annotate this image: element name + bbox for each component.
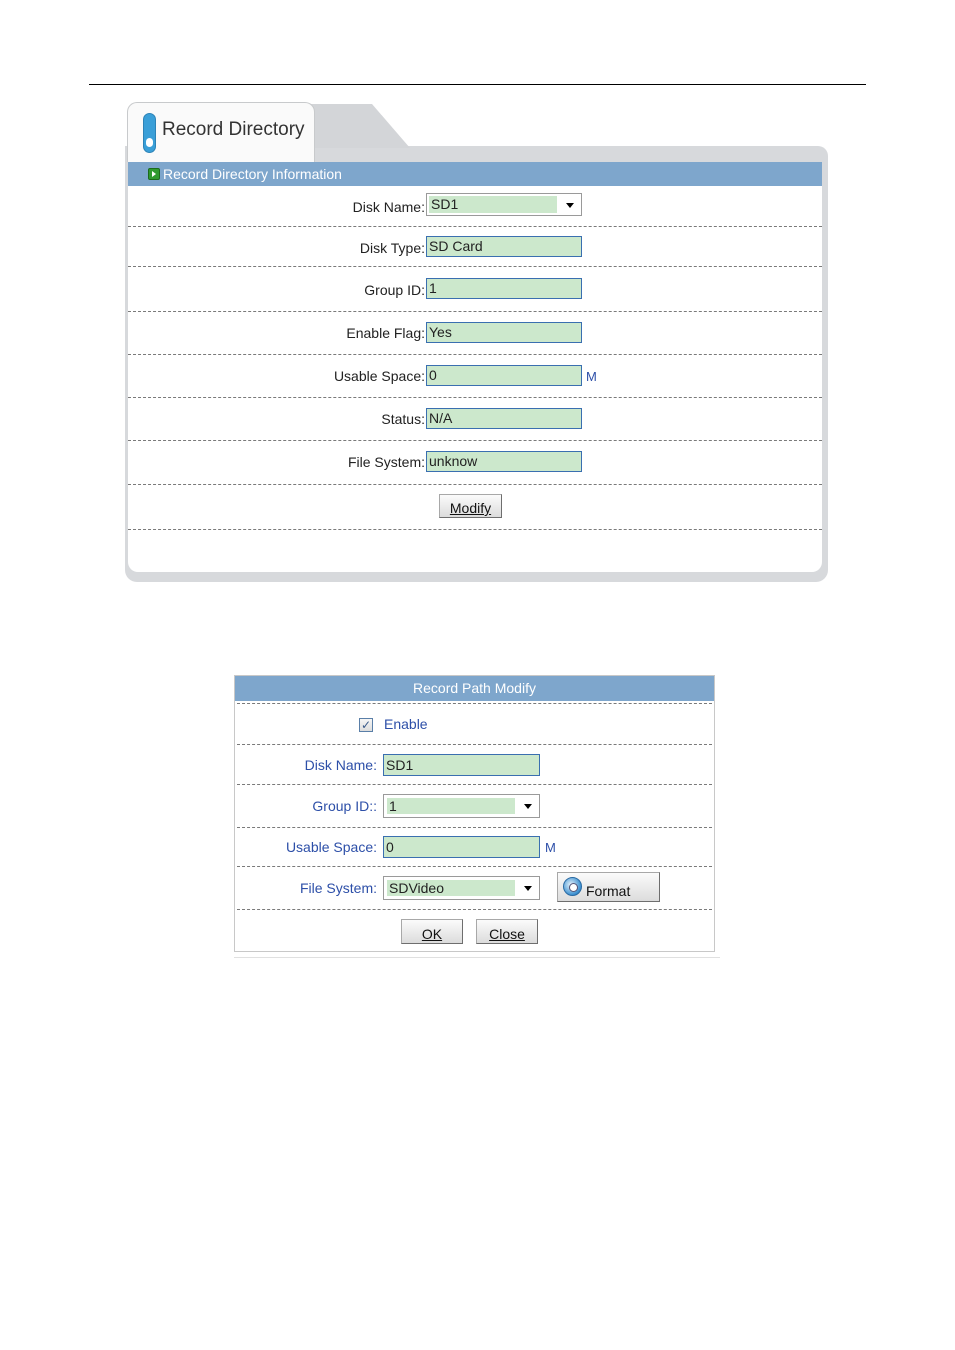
close-button[interactable]: Close [476, 919, 538, 944]
record-tab-icon [143, 113, 156, 153]
header-rule [89, 84, 866, 85]
disk-name-label: Disk Name: [352, 199, 425, 215]
section-header [128, 162, 822, 186]
tab-record-directory[interactable] [127, 102, 315, 162]
format-button[interactable] [557, 872, 660, 902]
group-id-label: Group ID: [364, 282, 425, 298]
row-divider [237, 784, 712, 785]
tab-label: Record Directory [162, 119, 305, 140]
file-system-value: SDVideo [387, 880, 515, 896]
group-id-field[interactable]: 1 [426, 278, 582, 299]
disk-name-field[interactable]: SD1 [383, 754, 540, 776]
enable-label: Enable [384, 716, 428, 732]
section-title: Record Directory Information [163, 166, 342, 182]
file-system-select[interactable] [383, 876, 540, 900]
usable-space-field[interactable]: 0 [426, 365, 582, 386]
file-system-row [128, 440, 822, 484]
checkbox-check-icon: ✓ [360, 718, 372, 732]
file-system-label: File System: [347, 454, 425, 470]
row-divider [237, 703, 712, 704]
record-path-modify-dialog [234, 675, 715, 952]
disk-name-select[interactable] [426, 193, 582, 216]
format-button-label: Format [586, 883, 631, 899]
status-field[interactable]: N/A [426, 408, 582, 429]
tab-inactive[interactable] [310, 104, 410, 148]
file-system-field[interactable]: unknow [426, 451, 582, 472]
usable-space-field[interactable]: 0 [383, 836, 540, 858]
enable-flag-label: Enable Flag: [346, 325, 425, 341]
row-divider [237, 827, 712, 828]
dialog-shadow-line [234, 957, 720, 958]
usable-space-unit: M [586, 369, 597, 384]
disk-name-row [128, 186, 822, 230]
row-divider [237, 909, 712, 910]
enable-checkbox[interactable] [359, 718, 373, 732]
usable-space-unit: M [545, 840, 556, 855]
dropdown-caret-icon [524, 886, 532, 891]
group-id-row [128, 267, 822, 311]
enable-flag-field[interactable]: Yes [426, 322, 582, 343]
disk-type-label: Disk Type: [359, 240, 425, 256]
dialog-title: Record Path Modify [235, 676, 714, 701]
status-row [128, 397, 822, 441]
modify-row [128, 484, 822, 528]
row-divider [128, 529, 822, 530]
record-directory-panel [125, 100, 828, 582]
disk-name-label: Disk Name: [304, 757, 377, 773]
usable-space-label: Usable Space: [285, 839, 377, 855]
row-divider [237, 744, 712, 745]
usable-space-label: Usable Space: [333, 368, 425, 384]
ok-button[interactable]: OK [401, 919, 463, 944]
file-system-label: File System: [299, 880, 377, 896]
row-divider [237, 866, 712, 867]
format-disc-icon [563, 877, 582, 896]
group-id-select[interactable] [383, 794, 540, 818]
status-label: Status: [381, 411, 425, 427]
section-bullet-icon [148, 168, 160, 180]
group-id-label: Group ID:: [312, 798, 377, 814]
usable-space-row [128, 354, 822, 398]
group-id-value: 1 [387, 798, 515, 814]
disk-name-value: SD1 [429, 196, 557, 213]
enable-flag-row [128, 311, 822, 355]
modify-button[interactable]: Modify [439, 494, 502, 518]
dropdown-caret-icon [524, 804, 532, 809]
disk-type-field[interactable]: SD Card [426, 236, 582, 257]
dropdown-caret-icon [566, 203, 574, 208]
disk-type-row [128, 227, 822, 271]
